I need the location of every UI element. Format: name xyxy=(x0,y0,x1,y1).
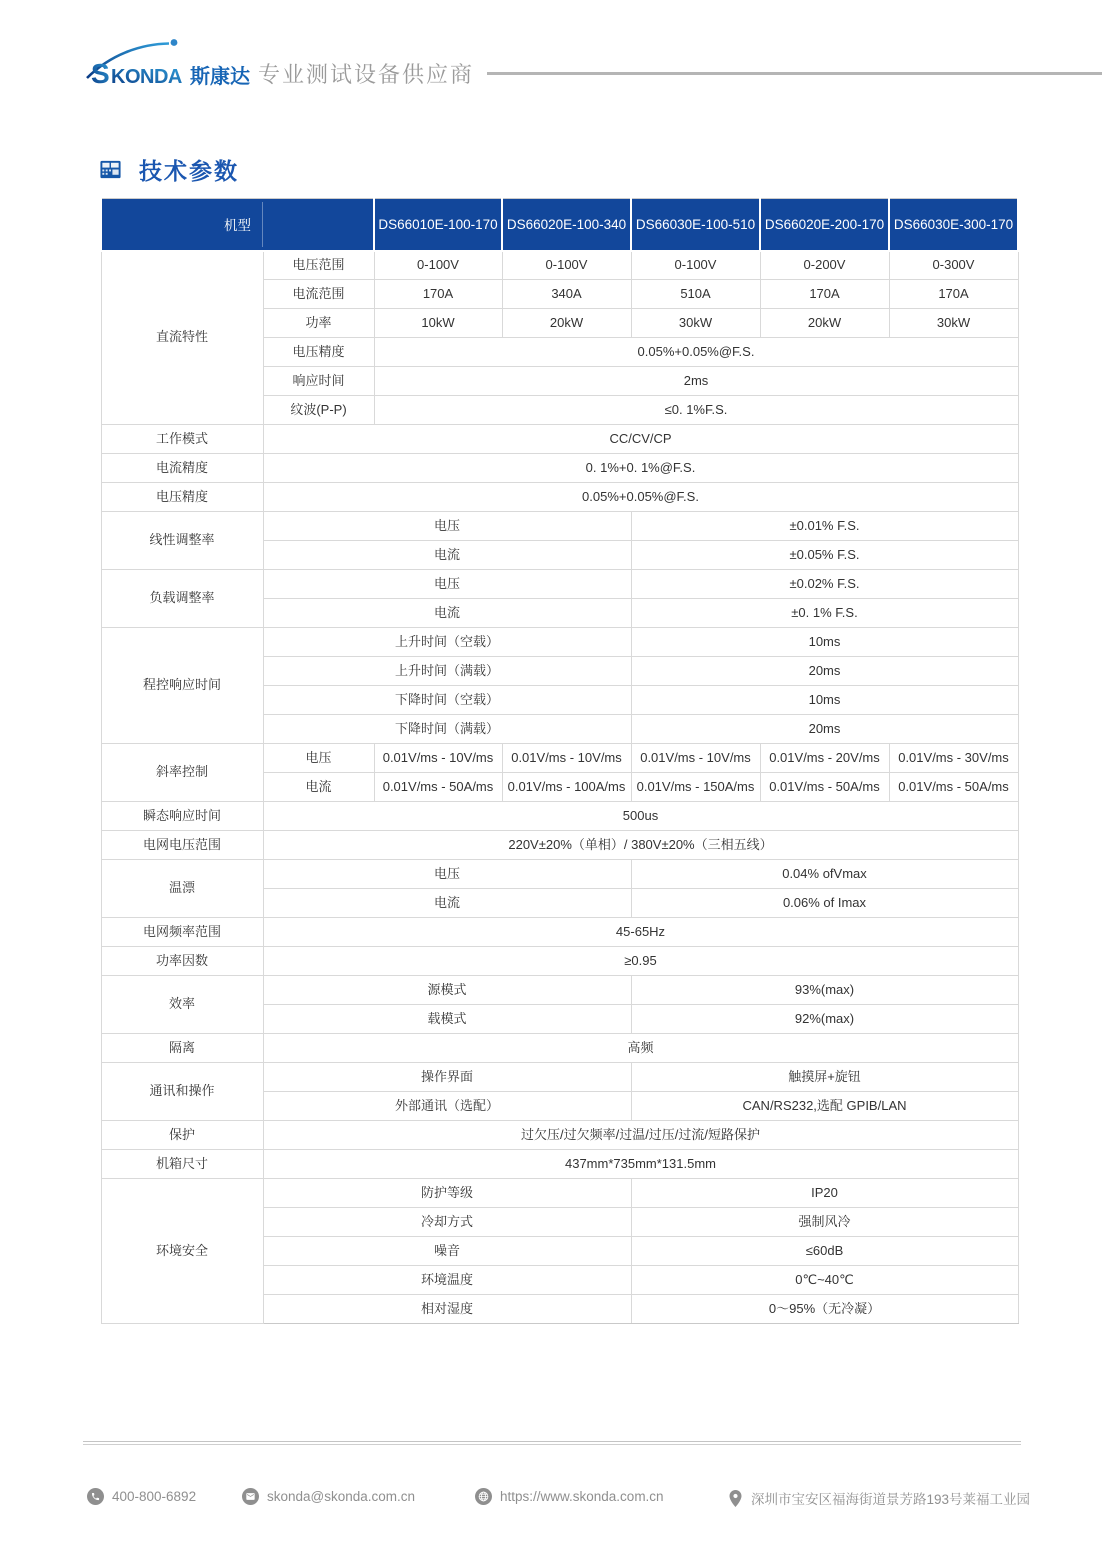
spec-table-body xyxy=(101,251,1018,1324)
spec-value-cell: 0-100V xyxy=(502,251,631,280)
footer-contact-item xyxy=(728,1488,1030,1508)
spec-group-cell: 直流特性 xyxy=(101,251,263,425)
model-column-header: DS66020E-200-170 xyxy=(760,199,889,251)
spec-row xyxy=(101,1150,1018,1179)
logo-dot-icon xyxy=(171,39,178,46)
spec-group-cell: 电流精度 xyxy=(101,454,263,483)
spec-value-cell: 0.05%+0.05%@F.S. xyxy=(263,483,1018,512)
spec-subcategory-cell: 相对湿度 xyxy=(263,1295,631,1324)
spec-value-cell: IP20 xyxy=(631,1179,1018,1208)
spec-subcategory-cell: 电压 xyxy=(263,744,374,773)
spec-group-cell: 电网电压范围 xyxy=(101,831,263,860)
spec-group-cell: 工作模式 xyxy=(101,425,263,454)
section-title: 技术参数 xyxy=(139,157,239,184)
spec-row xyxy=(101,1179,1018,1208)
spec-value-cell: 0.01V/ms - 50A/ms xyxy=(760,773,889,802)
spec-value-cell: ≤60dB xyxy=(631,1237,1018,1266)
spec-value-cell: 0.04% ofVmax xyxy=(631,860,1018,889)
email-icon xyxy=(242,1488,259,1505)
model-column-header: DS66030E-300-170 xyxy=(889,199,1018,251)
spec-group-cell: 效率 xyxy=(101,976,263,1034)
spec-subcategory-cell: 电流 xyxy=(263,889,631,918)
spec-subcategory-cell: 上升时间（满载） xyxy=(263,657,631,686)
spec-subcategory-cell: 防护等级 xyxy=(263,1179,631,1208)
globe-icon xyxy=(475,1488,492,1505)
spec-subcategory-cell: 上升时间（空载） xyxy=(263,628,631,657)
spec-value-cell: 0.01V/ms - 10V/ms xyxy=(502,744,631,773)
spec-subcategory-cell: 电压范围 xyxy=(263,251,374,280)
spec-subcategory-cell: 电流范围 xyxy=(263,280,374,309)
brand-tagline: 专业测试设备供应商 xyxy=(258,62,475,87)
spec-value-cell: 20ms xyxy=(631,715,1018,744)
spec-value-cell: 高频 xyxy=(263,1034,1018,1063)
spec-subcategory-cell: 载模式 xyxy=(263,1005,631,1034)
spec-subcategory-cell: 冷却方式 xyxy=(263,1208,631,1237)
spec-value-cell: 0.01V/ms - 10V/ms xyxy=(631,744,760,773)
spec-group-cell: 程控响应时间 xyxy=(101,628,263,744)
spec-row xyxy=(101,425,1018,454)
spec-group-cell: 斜率控制 xyxy=(101,744,263,802)
footer-divider xyxy=(83,1441,1021,1445)
spec-value-cell: ±0. 1% F.S. xyxy=(631,599,1018,628)
spec-row xyxy=(101,918,1018,947)
spec-row xyxy=(101,512,1018,541)
logo-letter-s: S xyxy=(91,58,110,89)
spec-value-cell: 437mm*735mm*131.5mm xyxy=(263,1150,1018,1179)
spec-value-cell: 0.01V/ms - 30V/ms xyxy=(889,744,1018,773)
spec-group-cell: 保护 xyxy=(101,1121,263,1150)
spec-group-cell: 环境安全 xyxy=(101,1179,263,1324)
spec-value-cell: 过欠压/过欠频率/过温/过压/过流/短路保护 xyxy=(263,1121,1018,1150)
footer-contact-bar xyxy=(83,1488,1073,1512)
spec-row xyxy=(101,860,1018,889)
spec-subcategory-cell: 源模式 xyxy=(263,976,631,1005)
spec-value-cell: 触摸屏+旋钮 xyxy=(631,1063,1018,1092)
spec-subcategory-cell: 响应时间 xyxy=(263,367,374,396)
spec-value-cell: 20kW xyxy=(502,309,631,338)
section-header xyxy=(99,156,239,182)
spec-row xyxy=(101,570,1018,599)
spec-value-cell: 10ms xyxy=(631,628,1018,657)
spec-value-cell: 30kW xyxy=(631,309,760,338)
spec-value-cell: 340A xyxy=(502,280,631,309)
spec-row xyxy=(101,1121,1018,1150)
spec-value-cell: 0.05%+0.05%@F.S. xyxy=(374,338,1018,367)
spec-value-cell: 强制风冷 xyxy=(631,1208,1018,1237)
phone-icon xyxy=(87,1488,104,1505)
spec-subcategory-cell: 纹波(P-P) xyxy=(263,396,374,425)
spec-subcategory-cell: 下降时间（满载） xyxy=(263,715,631,744)
spec-row xyxy=(101,454,1018,483)
spec-group-cell: 电网频率范围 xyxy=(101,918,263,947)
spec-group-cell: 通讯和操作 xyxy=(101,1063,263,1121)
spec-table xyxy=(100,198,1019,1324)
spec-group-cell: 机箱尺寸 xyxy=(101,1150,263,1179)
spec-value-cell: 0-300V xyxy=(889,251,1018,280)
spec-group-cell: 电压精度 xyxy=(101,483,263,512)
spec-group-cell: 隔离 xyxy=(101,1034,263,1063)
spec-row xyxy=(101,831,1018,860)
spec-subcategory-cell: 功率 xyxy=(263,309,374,338)
spec-group-cell: 温漂 xyxy=(101,860,263,918)
spec-subcategory-cell: 外部通讯（选配） xyxy=(263,1092,631,1121)
footer-contact-item xyxy=(87,1488,196,1505)
spec-value-cell: 170A xyxy=(374,280,502,309)
footer-contact-text: 400-800-6892 xyxy=(112,1489,197,1504)
spec-group-cell: 功率因数 xyxy=(101,947,263,976)
spec-subcategory-cell: 噪音 xyxy=(263,1237,631,1266)
model-column-header: DS66030E-100-510 xyxy=(631,199,760,251)
spec-row xyxy=(101,947,1018,976)
spec-value-cell: 10kW xyxy=(374,309,502,338)
spec-subcategory-cell: 电压 xyxy=(263,512,631,541)
spec-row xyxy=(101,1063,1018,1092)
spec-subcategory-cell: 电压 xyxy=(263,860,631,889)
spec-subcategory-cell: 下降时间（空载） xyxy=(263,686,631,715)
spec-value-cell: ±0.05% F.S. xyxy=(631,541,1018,570)
spec-value-cell: 0-100V xyxy=(374,251,502,280)
spec-row xyxy=(101,744,1018,773)
footer-contact-item xyxy=(475,1488,664,1505)
spec-value-cell: 500us xyxy=(263,802,1018,831)
spec-value-cell: 30kW xyxy=(889,309,1018,338)
spec-value-cell: CC/CV/CP xyxy=(263,425,1018,454)
spec-value-cell: 220V±20%（单相）/ 380V±20%（三相五线） xyxy=(263,831,1018,860)
spec-row xyxy=(101,628,1018,657)
spec-table-head xyxy=(101,199,1018,251)
spec-value-cell: 10ms xyxy=(631,686,1018,715)
spec-value-cell: 0-200V xyxy=(760,251,889,280)
spec-subcategory-cell: 电压 xyxy=(263,570,631,599)
spec-row xyxy=(101,802,1018,831)
spec-value-cell: 20ms xyxy=(631,657,1018,686)
spec-row xyxy=(101,483,1018,512)
spec-value-cell: 0.01V/ms - 10V/ms xyxy=(374,744,502,773)
spec-subcategory-cell: 电流 xyxy=(263,773,374,802)
spec-row xyxy=(101,251,1018,280)
spec-value-cell: 0.01V/ms - 20V/ms xyxy=(760,744,889,773)
spec-value-cell: CAN/RS232,选配 GPIB/LAN xyxy=(631,1092,1018,1121)
model-header-label: 机型 xyxy=(101,199,374,251)
spec-value-cell: 170A xyxy=(760,280,889,309)
logo-text-cn: 斯康达 xyxy=(190,66,250,88)
spec-value-cell: 0.06% of Imax xyxy=(631,889,1018,918)
spec-group-cell: 负载调整率 xyxy=(101,570,263,628)
footer-contact-item xyxy=(242,1488,415,1505)
footer-contact-text: skonda@skonda.com.cn xyxy=(267,1489,416,1504)
spec-subcategory-cell: 电压精度 xyxy=(263,338,374,367)
spec-value-cell: ±0.01% F.S. xyxy=(631,512,1018,541)
footer-contact-text: 深圳市宝安区福海街道景芳路193号莱福工业园 xyxy=(751,1492,1031,1507)
location-icon xyxy=(728,1489,743,1508)
spec-value-cell: 2ms xyxy=(374,367,1018,396)
skonda-logo xyxy=(84,38,262,90)
instrument-icon xyxy=(99,158,122,181)
model-column-header: DS66020E-100-340 xyxy=(502,199,631,251)
spec-group-cell: 瞬态响应时间 xyxy=(101,802,263,831)
spec-value-cell: 0.01V/ms - 150A/ms xyxy=(631,773,760,802)
spec-value-cell: 0℃~40℃ xyxy=(631,1266,1018,1295)
spec-value-cell: 0-100V xyxy=(631,251,760,280)
spec-value-cell: ±0.02% F.S. xyxy=(631,570,1018,599)
spec-value-cell: ≥0.95 xyxy=(263,947,1018,976)
logo-text-en: KONDA xyxy=(111,66,182,88)
spec-value-cell: 92%(max) xyxy=(631,1005,1018,1034)
spec-value-cell: 45-65Hz xyxy=(263,918,1018,947)
spec-group-cell: 线性调整率 xyxy=(101,512,263,570)
spec-value-cell: 510A xyxy=(631,280,760,309)
spec-row xyxy=(101,1034,1018,1063)
spec-value-cell: 0.01V/ms - 50A/ms xyxy=(374,773,502,802)
spec-value-cell: 20kW xyxy=(760,309,889,338)
spec-value-cell: ≤0. 1%F.S. xyxy=(374,396,1018,425)
spec-value-cell: 0.01V/ms - 50A/ms xyxy=(889,773,1018,802)
spec-subcategory-cell: 电流 xyxy=(263,599,631,628)
footer-contact-text: https://www.skonda.com.cn xyxy=(500,1489,664,1504)
spec-value-cell: 170A xyxy=(889,280,1018,309)
spec-value-cell: 0. 1%+0. 1%@F.S. xyxy=(263,454,1018,483)
model-column-header: DS66010E-100-170 xyxy=(374,199,502,251)
spec-subcategory-cell: 电流 xyxy=(263,541,631,570)
spec-value-cell: 0～95%（无冷凝） xyxy=(631,1295,1018,1324)
spec-row xyxy=(101,976,1018,1005)
spec-subcategory-cell: 操作界面 xyxy=(263,1063,631,1092)
header-divider xyxy=(487,72,1102,75)
spec-value-cell: 93%(max) xyxy=(631,976,1018,1005)
spec-value-cell: 0.01V/ms - 100A/ms xyxy=(502,773,631,802)
spec-subcategory-cell: 环境温度 xyxy=(263,1266,631,1295)
